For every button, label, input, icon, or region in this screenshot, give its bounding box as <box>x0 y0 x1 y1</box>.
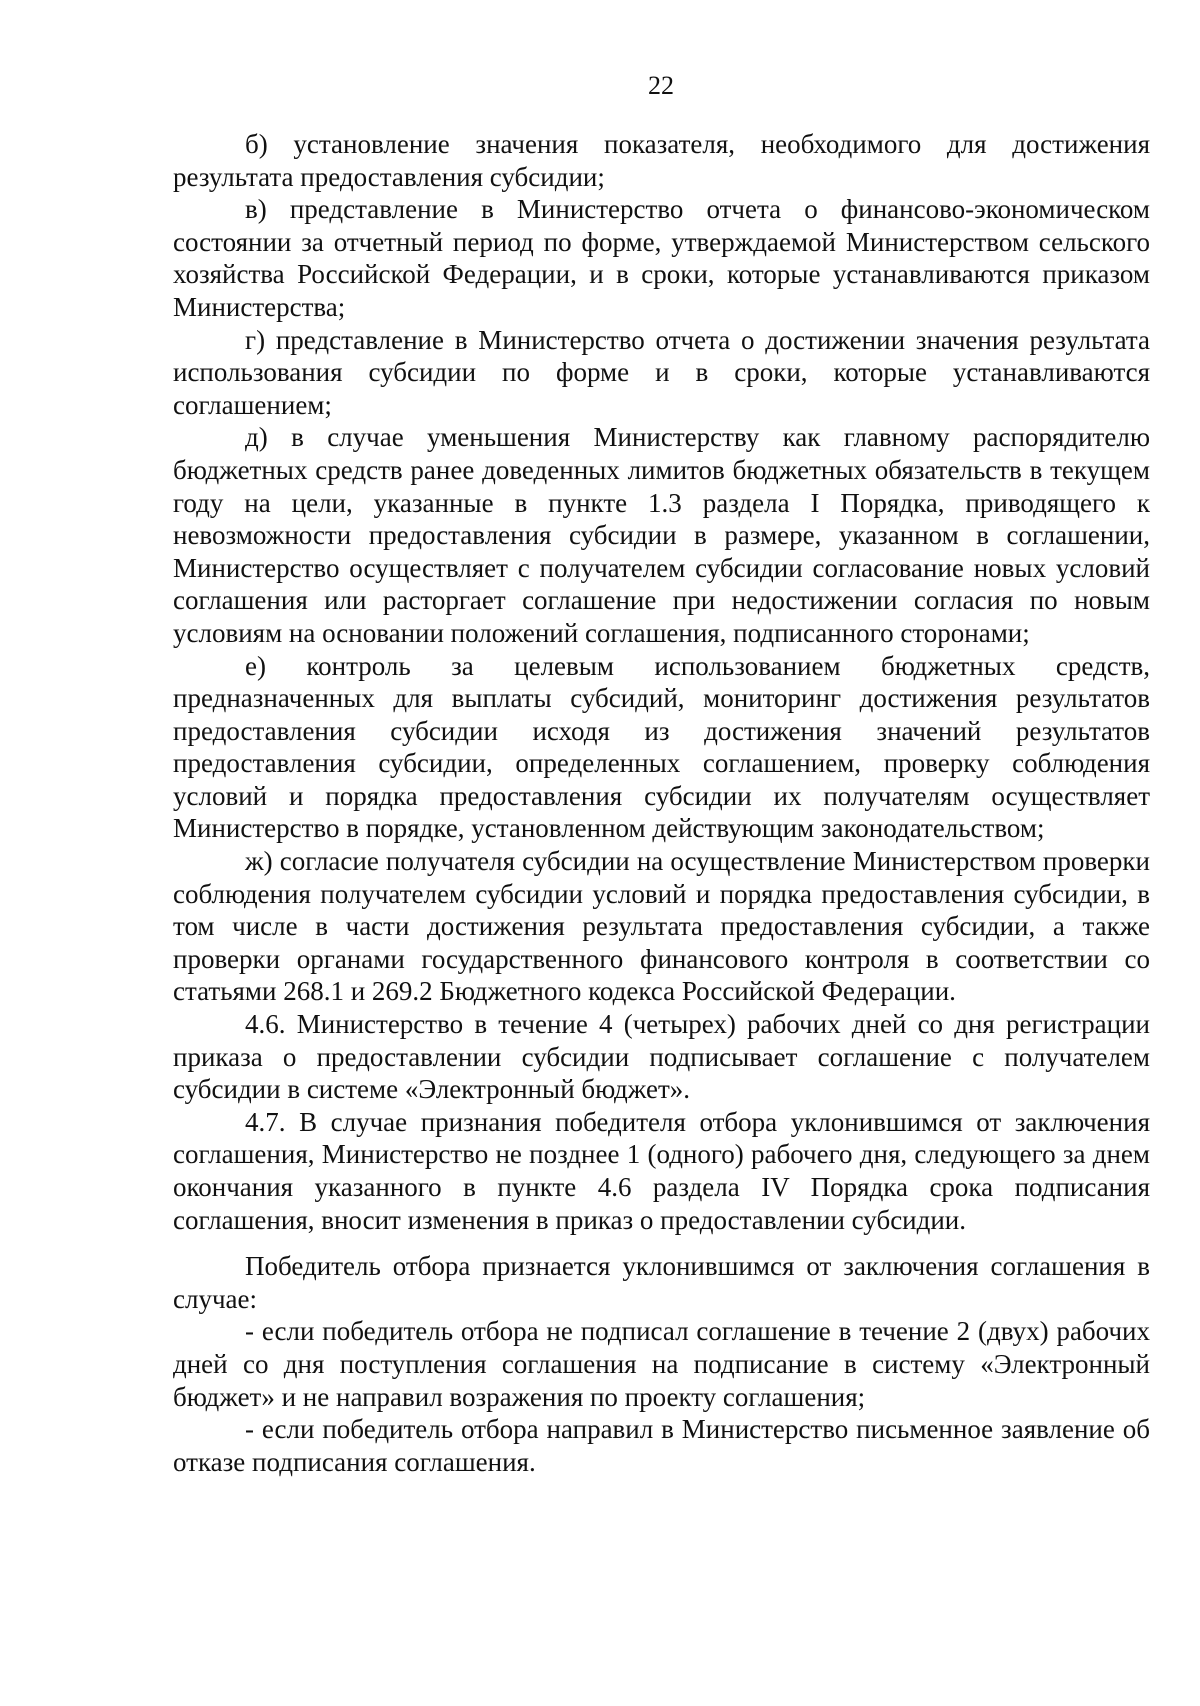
paragraph-zh: ж) согласие получателя субсидии на осуществление Министерством проверки соблюдения получателем субсидии условий и порядка предоставления субсидии, в том числе в части достижения результата предоставления субсидии, а также проверки органами государственного финансового контроля в соответствии со статьями 268.1 и 269.2 Бюджетного кодекса Российской Федерации. <box>173 846 1150 1007</box>
list-item-refusal: - если победитель отбора направил в Министерство письменное заявление об отказе подписания соглашения. <box>173 1414 1150 1477</box>
paragraph-e: е) контроль за целевым использованием бюджетных средств, предназначенных для выплаты субсидий, мониторинг достижения результатов предоставления субсидии исходя из достижения значений результатов предоставления субсидии, определенных соглашением, проверку соблюдения условий и порядка предоставления субсидии их получателям осуществляет Министерство в порядке, установленном действующим законодательством; <box>173 650 1150 844</box>
page-number: 22 <box>648 71 674 100</box>
paragraph-d: д) в случае уменьшения Министерству как главному распорядителю бюджетных средств ранее доведенных лимитов бюджетных обязательств в текущем году на цели, указанные в пункте 1.3 раздела I Порядка, приводящего к невозможности предоставления субсидии в размере, указанном в соглашении, Министерство осуществляет с получателем субсидии согласование новых условий соглашения или расторгает соглашение при недостижении согласия по новым условиям на основании положений соглашения, подписанного сторонами; <box>173 422 1150 648</box>
paragraph-evasion-intro: Победитель отбора признается уклонившимся от заключения соглашения в случае: <box>173 1251 1150 1314</box>
paragraph-4-7: 4.7. В случае признания победителя отбора уклонившимся от заключения соглашения, Министерство не позднее 1 (одного) рабочего дня, следующего за днем окончания указанного в пункте 4.6 раздела IV Порядка срока подписания соглашения, вносит изменения в приказ о предоставлении субсидии. <box>173 1106 1150 1235</box>
paragraph-g: г) представление в Министерство отчета о достижении значения результата использования субсидии по форме и в сроки, которые устанавливаются соглашением; <box>173 324 1150 420</box>
list-item-not-signed: - если победитель отбора не подписал соглашение в течение 2 (двух) рабочих дней со дня поступления соглашения на подписание в систему «Электронный бюджет» и не направил возражения по проекту соглашения; <box>173 1316 1150 1412</box>
document-body <box>173 128 1150 1478</box>
paragraph-4-6: 4.6. Министерство в течение 4 (четырех) рабочих дней со дня регистрации приказа о предоставлении субсидии подписывает соглашение с получателем субсидии в системе «Электронный бюджет». <box>173 1009 1150 1105</box>
paragraph-b: б) установление значения показателя, необходимого для достижения результата предоставления субсидии; <box>173 129 1150 192</box>
paragraph-v: в) представление в Министерство отчета о финансово-экономическом состоянии за отчетный период по форме, утверждаемой Министерством сельского хозяйства Российской Федерации, и в сроки, которые устанавливаются приказом Министерства; <box>173 194 1150 322</box>
